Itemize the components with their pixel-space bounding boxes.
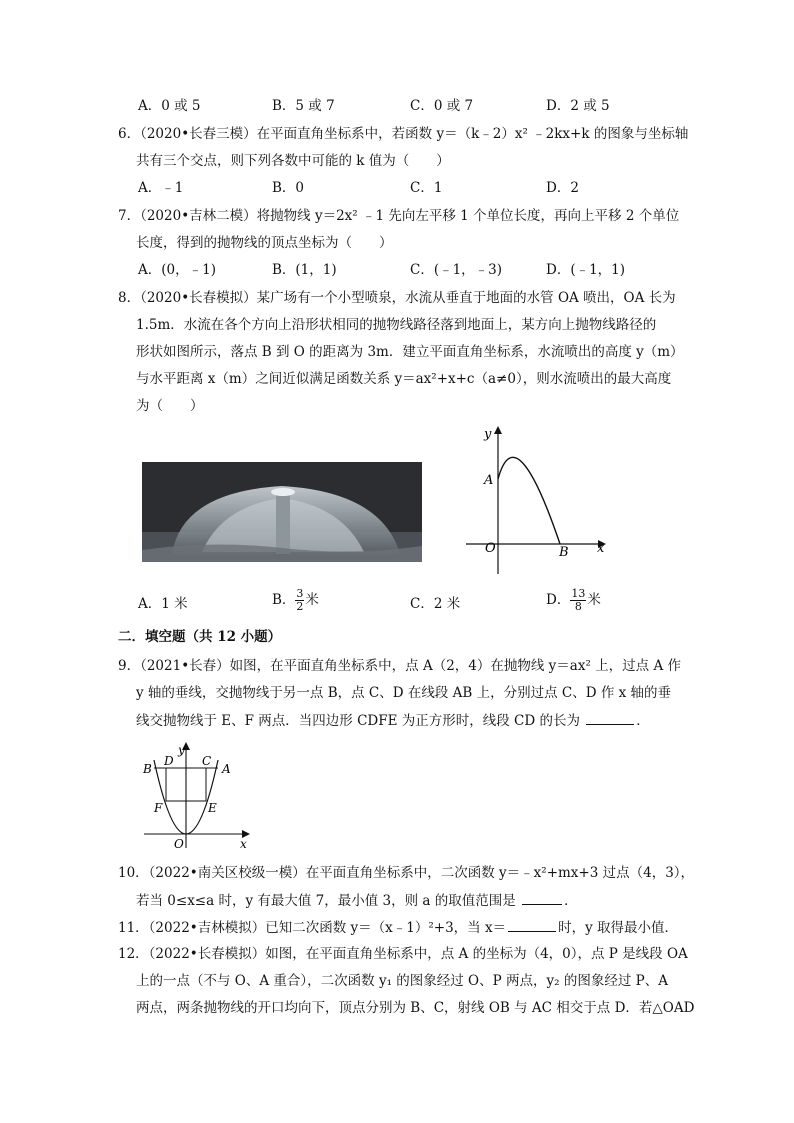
- q9-label-o: O: [174, 837, 184, 850]
- q9-label-b: B: [143, 762, 152, 776]
- q9-label-y: y: [178, 743, 185, 757]
- fountain-photo: [142, 462, 422, 562]
- q12-stem-line2: 上的一点（不与 O、A 重合），二次函数 y₁ 的图象经过 O、P 两点，y₂ 的图象经过 P、A: [136, 973, 668, 989]
- q11-answer-blank[interactable]: [508, 917, 556, 932]
- q5-option-c[interactable]: C．0 或 7: [410, 98, 474, 114]
- q8-option-b-suffix: 米: [305, 592, 319, 608]
- fraction-denominator: 8: [574, 600, 582, 613]
- fraction-numerator: 3: [296, 587, 304, 600]
- q9-stem-line3-text: 线交抛物线于 E、F 两点．当四边形 CDFE 为正方形时，线段 CD 的长为: [136, 713, 580, 729]
- q10-answer-blank[interactable]: [522, 890, 562, 905]
- q10-stem-line2-text: 若当 0≤x≤a 时，y 有最大值 7，最小值 3，则 a 的取值范围是: [136, 893, 516, 909]
- q5-option-a[interactable]: A．0 或 5: [138, 98, 201, 114]
- q8-label-o: O: [485, 541, 496, 556]
- q8-stem-line1: 8．（2020•长春模拟）某广场有一个小型喷泉，水流从垂直于地面的水管 OA 喷出，OA 长为: [118, 290, 676, 306]
- q8-option-c[interactable]: C．2 米: [410, 596, 461, 612]
- q8-stem-line2: 1.5m．水流在各个方向上沿形状相同的抛物线路径落到地面上，某方向上抛物线路径的: [136, 317, 657, 333]
- q9-label-f: F: [154, 801, 163, 815]
- q9-label-a: A: [222, 762, 231, 776]
- q8-parabola-graph: [460, 424, 610, 579]
- q10-stem-line2: [136, 890, 578, 911]
- fraction-numerator: 13: [571, 587, 586, 600]
- q8-label-a: A: [484, 473, 494, 488]
- q6-option-a[interactable]: A．﹣1: [138, 180, 184, 196]
- q8-option-b-fraction: [295, 588, 304, 613]
- q8-stem-line4: 与水平距离 x（m）之间近似满足函数关系 y＝ax²+x+c（a≠0），则水流喷出的最大高度: [136, 371, 672, 387]
- q8-option-b[interactable]: [272, 588, 319, 613]
- section-heading-fill-in: 二．填空题（共 12 小题）: [118, 629, 282, 645]
- q8-option-d-fraction: [570, 588, 586, 613]
- q7-option-c[interactable]: C．(﹣1，﹣3): [410, 262, 503, 278]
- q9-label-c: C: [202, 754, 212, 768]
- q11-stem-suffix: 时，y 取得最小值．: [558, 920, 679, 936]
- q6-option-b[interactable]: B．0: [272, 180, 305, 196]
- q9-answer-blank[interactable]: [586, 710, 634, 725]
- q7-option-a[interactable]: A．(0，﹣1): [138, 262, 216, 278]
- q9-label-e: E: [208, 801, 217, 815]
- q8-label-x: x: [597, 541, 605, 556]
- q8-option-a[interactable]: A．1 米: [138, 596, 188, 612]
- q7-option-d[interactable]: D．(﹣1，1): [546, 262, 626, 278]
- q8-parabola-curve: [498, 457, 560, 544]
- q8-option-d[interactable]: [546, 588, 601, 613]
- q8-stem-line5: 为（ ）: [136, 398, 204, 414]
- q10-stem-line1: 10．（2022•南关区校级一模）在平面直角坐标系中，二次函数 y＝﹣x²+mx+3 过点（4，3），: [118, 865, 695, 881]
- q9-label-d: D: [164, 754, 174, 768]
- q11-stem-prefix: 11．（2022•吉林模拟）已知二次函数 y＝（x﹣1）²+3，当 x＝: [118, 920, 507, 936]
- arrow-up-icon: [494, 426, 502, 434]
- q9-label-x: x: [240, 837, 247, 850]
- q8-label-y: y: [484, 427, 492, 442]
- q12-stem-line1: 12．（2022•长春模拟）如图，在平面直角坐标系中，点 A 的坐标为（4，0），点 P 是线段 OA: [118, 946, 688, 962]
- q9-stem-line3-end: ．: [636, 713, 650, 729]
- q6-option-d[interactable]: D．2: [546, 180, 579, 196]
- q10-stem-line2-end: ．: [564, 893, 578, 909]
- q8-stem-line3: 形状如图所示，落点 B 到 O 的距离为 3m．建立平面直角坐标系，水流喷出的高度 y（m）: [136, 344, 684, 360]
- q7-stem-line2: 长度，得到的抛物线的顶点坐标为（ ）: [136, 235, 393, 251]
- q9-stem-line3: [136, 710, 650, 731]
- q5-option-d[interactable]: D．2 或 5: [546, 98, 610, 114]
- q6-stem-line2: 共有三个交点，则下列各数中可能的 k 值为（ ）: [136, 153, 450, 169]
- q6-stem-line1: 6．（2020•长春三模）在平面直角坐标系中，若函数 y＝（k﹣2）x² ﹣2kx+k 的图象与坐标轴: [118, 126, 689, 142]
- q12-stem-line3: 两点，两条抛物线的开口均向下，顶点分别为 B、C，射线 OB 与 AC 相交于点 D．若△OAD: [136, 1000, 695, 1016]
- q7-option-b[interactable]: B．(1，1): [272, 262, 337, 278]
- q8-option-d-suffix: 米: [587, 592, 601, 608]
- q5-option-b[interactable]: B．5 或 7: [272, 98, 335, 114]
- q8-label-b: B: [559, 545, 569, 560]
- q7-stem-line1: 7．（2020•吉林二模）将抛物线 y＝2x² ﹣1 先向左平移 1 个单位长度，再向上平移 2 个单位: [118, 208, 680, 224]
- q9-parabola-graph: [140, 738, 252, 850]
- q11-stem: [118, 917, 678, 938]
- q8-option-b-prefix: B．: [272, 592, 296, 608]
- q8-option-d-prefix: D．: [546, 592, 571, 608]
- q9-stem-line1: 9．（2021•长春）如图，在平面直角坐标系中，点 A（2，4）在抛物线 y＝ax² 上，过点 A 作: [118, 658, 681, 674]
- fraction-denominator: 2: [296, 600, 304, 613]
- q6-option-c[interactable]: C．1: [410, 180, 443, 196]
- q9-stem-line2: y 轴的垂线，交抛物线于另一点 B，点 C、D 在线段 AB 上，分别过点 C、D 作 x 轴的垂: [136, 685, 672, 701]
